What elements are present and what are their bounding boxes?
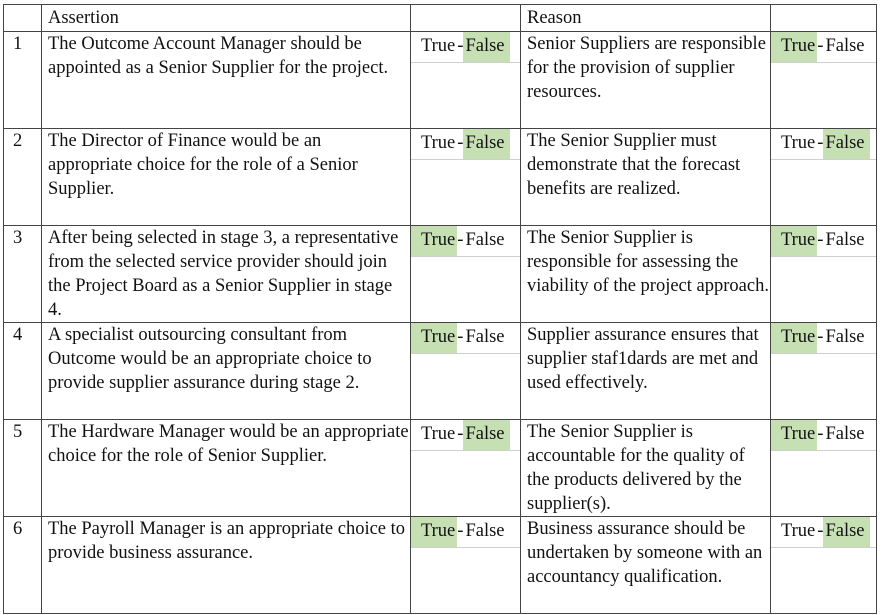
true-option[interactable]: True xyxy=(411,323,457,353)
true-false-selector[interactable] xyxy=(411,226,520,257)
table-row xyxy=(4,517,877,614)
assertion-reason-table xyxy=(3,4,877,614)
false-option[interactable]: False xyxy=(463,420,509,450)
true-option[interactable]: True xyxy=(771,420,817,450)
false-option[interactable]: False xyxy=(825,327,865,347)
true-option[interactable]: True xyxy=(421,424,456,444)
true-false-selector[interactable] xyxy=(411,32,520,63)
header-row xyxy=(4,5,877,32)
reason-text: Supplier assurance ensures that supplier staf1dards are met and used effectively. xyxy=(521,323,771,420)
reason-answer xyxy=(771,32,877,129)
false-option[interactable]: False xyxy=(825,424,865,444)
reason-answer xyxy=(771,226,877,323)
assertion-answer xyxy=(411,226,521,323)
reason-text: The Senior Supplier is responsible for assessing the viability of the project approach. xyxy=(521,226,771,323)
false-option[interactable]: False xyxy=(463,129,509,159)
option-separator: - xyxy=(817,424,824,444)
reason-text: Business assurance should be undertaken by someone with an accountancy qualification. xyxy=(521,517,771,614)
false-option[interactable]: False xyxy=(823,517,869,547)
true-false-selector[interactable] xyxy=(771,32,876,63)
option-separator: - xyxy=(817,230,824,250)
header-reason: Reason xyxy=(521,5,771,32)
true-false-selector[interactable] xyxy=(771,420,876,451)
reason-text: Senior Suppliers are responsible for the provision of supplier resources. xyxy=(521,32,771,129)
option-separator: - xyxy=(457,424,464,444)
row-number: 4 xyxy=(4,323,42,420)
assertion-text: The Hardware Manager would be an appropriate choice for the role of Senior Supplier. xyxy=(42,420,411,517)
table-row xyxy=(4,420,877,517)
false-option[interactable]: False xyxy=(825,36,865,56)
option-separator: - xyxy=(457,521,464,541)
true-option[interactable]: True xyxy=(411,517,457,547)
header-assertion-answer xyxy=(411,5,521,32)
true-option[interactable]: True xyxy=(421,133,456,153)
reason-text: The Senior Supplier must demonstrate that the forecast benefits are realized. xyxy=(521,129,771,226)
assertion-answer xyxy=(411,32,521,129)
table-row xyxy=(4,323,877,420)
row-number: 1 xyxy=(4,32,42,129)
table-row xyxy=(4,129,877,226)
option-separator: - xyxy=(457,36,464,56)
assertion-text: The Director of Finance would be an appropriate choice for the role of a Senior Supplier. xyxy=(42,129,411,226)
assertion-answer xyxy=(411,517,521,614)
true-option[interactable]: True xyxy=(771,226,817,256)
false-option[interactable]: False xyxy=(823,129,869,159)
true-option[interactable]: True xyxy=(781,521,816,541)
assertion-answer xyxy=(411,420,521,517)
reason-answer xyxy=(771,420,877,517)
true-false-selector[interactable] xyxy=(411,323,520,354)
assertion-answer xyxy=(411,323,521,420)
row-number: 6 xyxy=(4,517,42,614)
true-false-selector[interactable] xyxy=(411,517,520,548)
true-false-selector[interactable] xyxy=(771,226,876,257)
assertion-text: A specialist outsourcing consultant from Outcome would be an appropriate choice to provide supplier assurance during stage 2. xyxy=(42,323,411,420)
reason-answer xyxy=(771,517,877,614)
reason-answer xyxy=(771,129,877,226)
true-false-selector[interactable] xyxy=(411,420,520,451)
option-separator: - xyxy=(457,133,464,153)
false-option[interactable]: False xyxy=(465,521,505,541)
true-option[interactable]: True xyxy=(771,32,817,62)
true-option[interactable]: True xyxy=(421,36,456,56)
false-option[interactable]: False xyxy=(465,230,505,250)
true-false-selector[interactable] xyxy=(411,129,520,160)
header-reason-answer xyxy=(771,5,877,32)
table-row xyxy=(4,226,877,323)
assertion-answer xyxy=(411,129,521,226)
option-separator: - xyxy=(817,36,824,56)
true-false-selector[interactable] xyxy=(771,517,876,548)
assertion-text: The Outcome Account Manager should be appointed as a Senior Supplier for the project. xyxy=(42,32,411,129)
assertion-text: The Payroll Manager is an appropriate choice to provide business assurance. xyxy=(42,517,411,614)
header-assertion: Assertion xyxy=(42,5,411,32)
true-option[interactable]: True xyxy=(411,226,457,256)
true-false-selector[interactable] xyxy=(771,129,876,160)
row-number: 2 xyxy=(4,129,42,226)
option-separator: - xyxy=(817,521,824,541)
table-row xyxy=(4,32,877,129)
row-number: 5 xyxy=(4,420,42,517)
row-number: 3 xyxy=(4,226,42,323)
option-separator: - xyxy=(817,133,824,153)
false-option[interactable]: False xyxy=(825,230,865,250)
true-option[interactable]: True xyxy=(781,133,816,153)
header-num xyxy=(4,5,42,32)
assertion-text: After being selected in stage 3, a representative from the selected service provider should join the Project Board as a Senior Supplier in stage 4. xyxy=(42,226,411,323)
true-false-selector[interactable] xyxy=(771,323,876,354)
true-option[interactable]: True xyxy=(771,323,817,353)
option-separator: - xyxy=(457,327,464,347)
reason-answer xyxy=(771,323,877,420)
option-separator: - xyxy=(817,327,824,347)
option-separator: - xyxy=(457,230,464,250)
false-option[interactable]: False xyxy=(465,327,505,347)
reason-text: The Senior Supplier is accountable for the quality of the products delivered by the supplier(s). xyxy=(521,420,771,517)
table-body xyxy=(4,32,877,614)
false-option[interactable]: False xyxy=(463,32,509,62)
